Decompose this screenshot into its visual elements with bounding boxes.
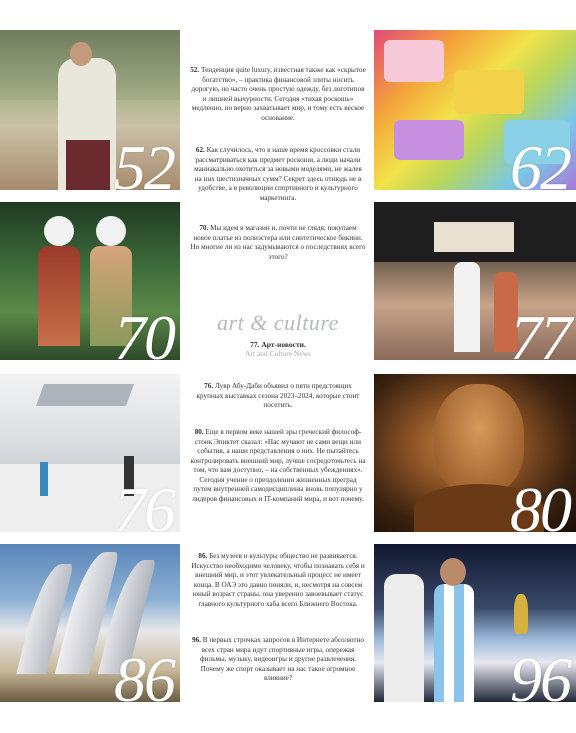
teaser-52 [190,66,366,123]
page-number-70: 70 [114,302,174,360]
teaser-number: 62. [195,146,205,154]
sneaker-box [394,120,464,160]
figure [38,246,80,346]
page-number-86: 86 [114,644,174,702]
teaser-text: Еще в первом веке нашей эры греческий философ-стоик Эпиктет сказал: «Нас мучают не сами вещи или события, а наши представления о них. Не пытайтесь контролировать внешний мир, лучше сосредоточьтесь на том, что вам доступно, – на собственных убеждениях». Сегодня учение о преодолении жизненных преград путем внутренней самодисциплины вновь популярно у лидеров финансовых и IT-компаний мира, и вот почему. [190,428,366,503]
teaser-text: Мы идем в магазин и, почти не глядя, покупаем новое платье из полиэстера или синтетическое бикини. Но многие ли из нас задумываются о последствиях всего этого? [190,224,366,261]
teaser-86 [190,552,366,609]
teaser-text: Без музеев и культуры общество не развивается. Искусство необходимо человеку, чтобы познавать себя и внешний мир, и этот увлекательный процесс не имеет конца. В ОАЭ это давно поняли, и, несмотря на совсем юный возраст страны, она уверенно завоевывает статус главного культурного хаба всего Ближнего Востока. [191,552,365,608]
player-shirt [434,584,474,702]
photo-70-astronaut-figures [0,202,180,360]
photo-52-man-in-suit [0,30,180,190]
teaser-62 [190,146,366,203]
section-english: Art and Culture News [244,349,312,358]
teaser-80 [190,428,366,504]
page-number-96: 96 [510,644,570,702]
photo-77-art-fair [374,202,576,360]
page-number-62: 62 [510,132,570,190]
calligraphy-panel [434,222,514,252]
teaser-text: Лувр Абу-Даби объявил о пяти предстоящих крупных выставках сезона 2023–2024, которые стоит посетить. [196,382,360,409]
section-title: art & culture [217,310,339,335]
section-name: Арт-новости. [261,340,306,349]
photo-76-louvre-abu-dhabi [0,374,180,532]
teaser-96 [190,636,366,684]
teaser-number: 52. [190,66,200,74]
teaser-number: 76. [204,382,214,390]
page-number-77: 77 [510,302,570,360]
helmet [96,216,126,246]
teaser-number: 70. [199,224,209,232]
teaser-text: Тенденция quite luxury, известная также как «скрытое богатство», – практика финансовой элиты носить дорогую, но часто очень простую одежду, без логотипов и лишней вычурности. Сегодня «тихая роскошь» медленно, но верно захватывает мир, и тому есть веское основание. [191,66,366,122]
section-subtitle [190,340,366,349]
trophy [514,594,528,634]
visitor [40,462,48,496]
teaser-number: 86. [198,552,208,560]
photo-86-museum-architecture [0,544,180,702]
person-robe [384,574,424,702]
section-header [190,310,366,358]
teaser-number: 80. [194,428,204,436]
page-number-76: 76 [114,474,174,532]
photo-80-stoic-bust [374,374,576,532]
man-head [70,42,92,66]
teaser-number: 96. [191,636,201,644]
section-num: 77. [250,340,260,349]
teaser-text: Как случилось, что в наше время кроссовки стали рассматриваться как предмет роскоши, а люди начали маниакально охотиться за новыми моделями, не жалея на них шестизначных сумм? Секрет здесь отнюдь не в удобстве, а в революции спортивного и культурного маркетинга. [194,146,362,202]
page-number-80: 80 [510,474,570,532]
teaser-76 [190,382,366,411]
man-trousers [66,140,110,190]
sneaker-box [384,40,444,82]
page-number-52: 52 [114,132,174,190]
player-head [440,558,466,586]
sneaker-box [454,70,524,114]
person [454,262,480,352]
teaser-text: В первых строчках запросов в Интернете абсолютно всех стран мира идут спортивные игры, опережая фильмы, музыку, видеоигры и другие развлечения. Почему же спорт оказывает на нас такое огромное влияние? [200,636,365,682]
skylight [36,384,134,406]
teaser-70 [190,224,366,262]
photo-96-football-ceremony [374,544,576,702]
helmet [44,216,74,246]
photo-62-sneakers [374,30,576,190]
